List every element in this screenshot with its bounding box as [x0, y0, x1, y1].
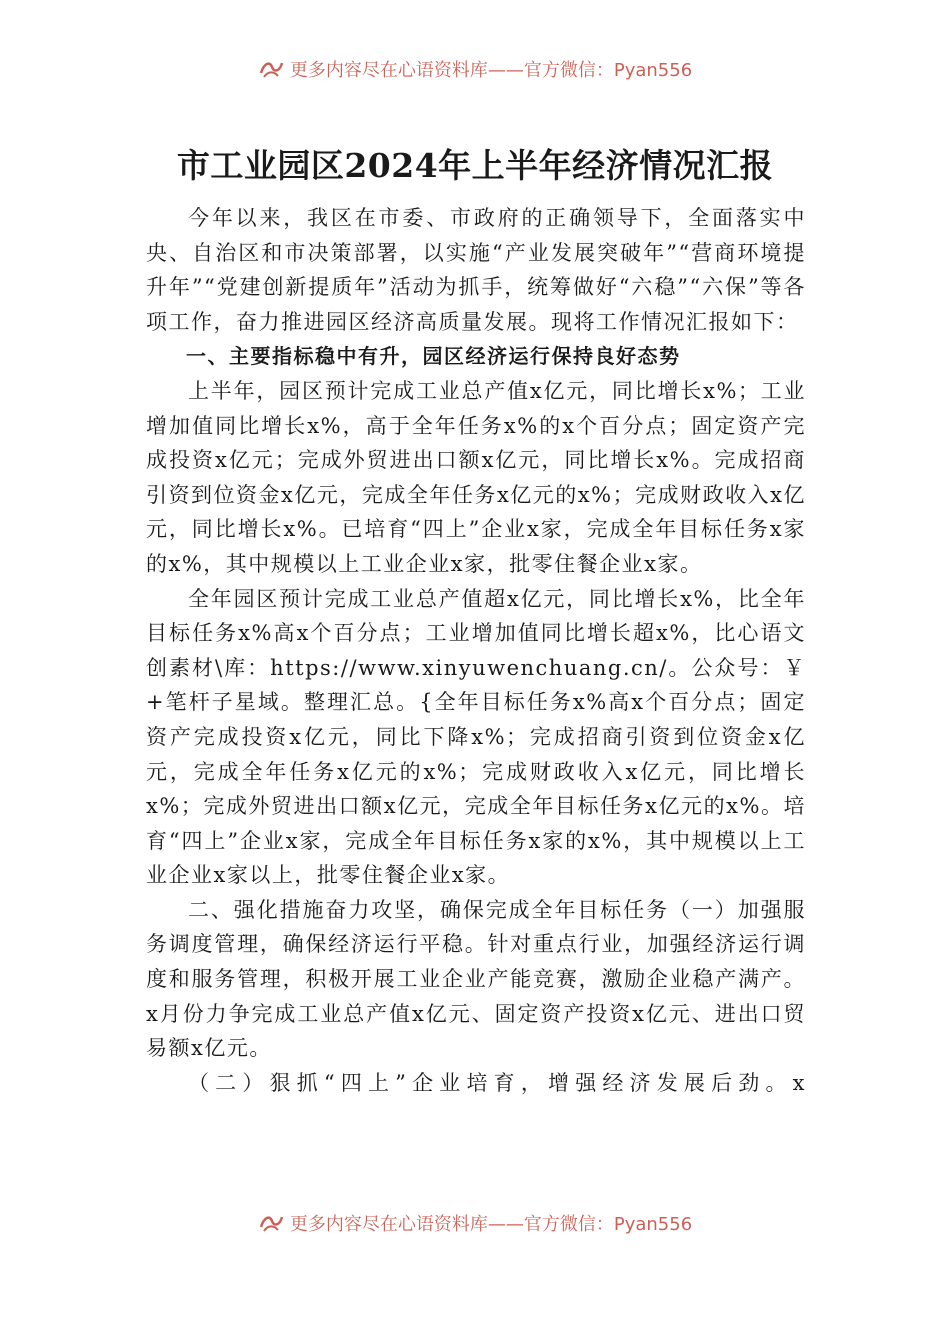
- watermark-text: 更多内容尽在心语资料库——官方微信：Pyan556: [289, 60, 693, 81]
- watermark-top: [0, 54, 950, 84]
- body-paragraph-truncated: （二）狠抓“四上”企业培育，增强经济发展后劲。x: [188, 1070, 806, 1095]
- watermark-bottom: [0, 1208, 950, 1238]
- document-body: [146, 201, 806, 1100]
- watermark-logo-icon: [258, 59, 284, 79]
- section-heading-2-paragraph: 二、强化措施奋力攻坚，确保完成全年目标任务（一）加强服务调度管理，确保经济运行平稳。针对重点行业，加强经济运行调度和服务管理，积极开展工业企业产能竞赛，激励企业稳产满产。x月份力争完成工业总产值x亿元、固定资产投资x亿元、进出口贸易额x亿元。: [146, 897, 806, 1061]
- intro-paragraph: 今年以来，我区在市委、市政府的正确领导下，全面落实中央、自治区和市决策部署，以实施“产业发展突破年”“营商环境提升年”“党建创新提质年”活动为抓手，统筹做好“六稳”“六保”等各项工作，奋力推进园区经济高质量发展。现将工作情况汇报如下：: [146, 206, 806, 334]
- section-heading-1: 一、主要指标稳中有升，园区经济运行保持良好态势: [186, 344, 681, 369]
- body-paragraph: 全年园区预计完成工业总产值超x亿元，同比增长x%，比全年目标任务x%高x个百分点；工业增加值同比增长超x%，比心语文创素材\库：https://www.xinyuwenchuang.cn/。公众号：￥+笔杆子星域。整理汇总。{全年目标任务x%高x个百分点；固定资产完成投资x亿元，同比下降x%；完成招商引资到位资金x亿元，完成全年任务x亿元的x%；完成财政收入x亿元，同比增长x%；完成外贸进出口额x亿元，完成全年目标任务x亿元的x%。培育“四上”企业x家，完成全年目标任务x家的x%，其中规模以上工业企业x家以上，批零住餐企业x家。: [146, 586, 806, 888]
- document-title: 市工业园区2024年上半年经济情况汇报: [176, 146, 774, 185]
- watermark-text: 更多内容尽在心语资料库——官方微信：Pyan556: [289, 1214, 693, 1235]
- watermark-logo-icon: [258, 1213, 284, 1233]
- body-paragraph: 上半年，园区预计完成工业总产值x亿元，同比增长x%；工业增加值同比增长x%，高于全年任务x%的x个百分点；固定资产完成投资x亿元；完成外贸进出口额x亿元，同比增长x%。完成招商引资到位资金x亿元，完成全年任务x亿元的x%；完成财政收入x亿元，同比增长x%。已培育“四上”企业x家，完成全年目标任务x家的x%，其中规模以上工业企业x家，批零住餐企业x家。: [146, 378, 806, 576]
